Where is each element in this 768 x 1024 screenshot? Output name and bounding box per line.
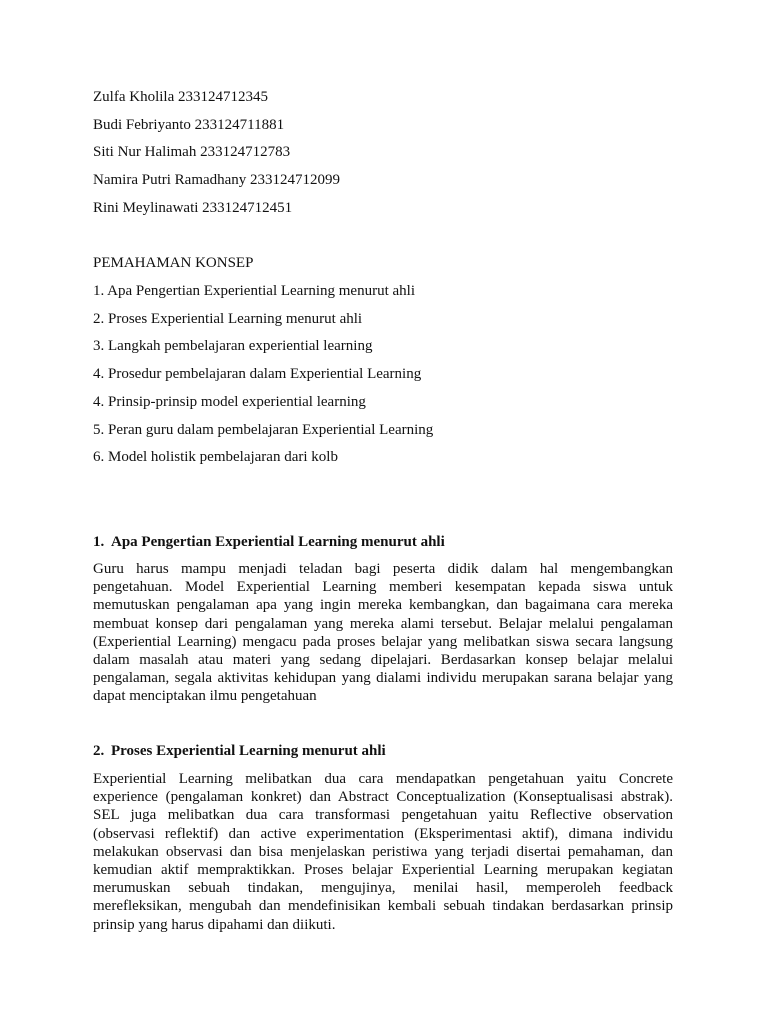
author-line: Budi Febriyanto 233124711881 bbox=[93, 117, 285, 133]
body-line: memutuskan pengalaman apa yang ingin mereka kembangkan, dan bagaimana cara mereka bbox=[93, 597, 673, 614]
body-line: merumuskan sebuah tindakan, mengujinya, menilai hasil, memperoleh feedback bbox=[93, 880, 673, 897]
toc-item: 1. Apa Pengertian Experiential Learning menurut ahli bbox=[93, 283, 415, 299]
body-line: membuat konsep dari pengalaman yang mereka alami tersebut. Belajar melalui pengalaman bbox=[93, 615, 673, 632]
section-heading bbox=[93, 742, 386, 760]
body-line: experience (pengalaman konkret) dan Abstract Conceptualization (Konseptualisasi abstrak). bbox=[93, 789, 673, 806]
body-line: dapat menciptakan ilmu pengetahuan bbox=[93, 688, 317, 705]
section-body bbox=[93, 560, 673, 706]
body-line: pengalaman, segala aktivitas kehidupan yang dialami individu merupakan sarana belajar yang bbox=[93, 670, 673, 687]
body-line: (observasi reflektif) dan active experimentation (Eksperimentasi aktif), dimana individu bbox=[93, 825, 673, 842]
author-line: Namira Putri Ramadhany 233124712099 bbox=[93, 172, 341, 188]
body-line: (Experiential Learning) mengacu pada proses belajar yang melibatkan siswa secara langsung bbox=[93, 633, 673, 650]
toc-item: 4. Prinsip-prinsip model experiential learning bbox=[93, 394, 366, 410]
section-title: Apa Pengertian Experiential Learning menurut ahli bbox=[111, 534, 445, 550]
body-line: pengetahuan. Model Experiential Learning memberi kesempatan kepada siswa untuk bbox=[93, 579, 673, 596]
section-body bbox=[93, 770, 673, 934]
author-line: Siti Nur Halimah 233124712783 bbox=[93, 144, 291, 160]
toc-item: 3. Langkah pembelajaran experiential learning bbox=[93, 338, 373, 354]
body-line: prinsip yang harus dipahami dan diikuti. bbox=[93, 916, 336, 933]
body-line: SEL juga melibatkan dua cara transformasi pengetahuan yaitu Reflective observation bbox=[93, 807, 673, 824]
body-line: dalam masalah atau materi yang sedang dipelajari. Berdasarkan konsep belajar melalui bbox=[93, 652, 673, 669]
body-line: kemudian aktif mempraktikkan. Proses belajar Experiential Learning merupakan kegiatan bbox=[93, 862, 673, 879]
author-line: Rini Meylinawati 233124712451 bbox=[93, 200, 293, 216]
section-number: 1. bbox=[93, 534, 105, 550]
section-heading bbox=[93, 533, 445, 551]
section-number: 2. bbox=[93, 743, 105, 759]
toc-item: 4. Prosedur pembelajaran dalam Experiential Learning bbox=[93, 366, 422, 382]
body-line: Guru harus mampu menjadi teladan bagi peserta didik dalam hal mengembangkan bbox=[93, 561, 673, 577]
body-line: melakukan observasi dan bisa menjelaskan peristiwa yang terjadi disertai pemahaman, dan bbox=[93, 843, 673, 860]
toc-item: 6. Model holistik pembelajaran dari kolb bbox=[93, 449, 338, 465]
toc-title: PEMAHAMAN KONSEP bbox=[93, 255, 254, 271]
toc-item: 5. Peran guru dalam pembelajaran Experiential Learning bbox=[93, 422, 434, 438]
body-line: Experiential Learning melibatkan dua cara mendapatkan pengetahuan yaitu Concrete bbox=[93, 771, 673, 787]
body-line: merefleksikan, mengubah dan mendefinisikan kembali sebuah tindakan berdasarkan prinsip bbox=[93, 898, 673, 915]
author-line: Zulfa Kholila 233124712345 bbox=[93, 89, 268, 105]
section-title: Proses Experiential Learning menurut ahli bbox=[111, 743, 386, 759]
toc-item: 2. Proses Experiential Learning menurut ahli bbox=[93, 311, 363, 327]
